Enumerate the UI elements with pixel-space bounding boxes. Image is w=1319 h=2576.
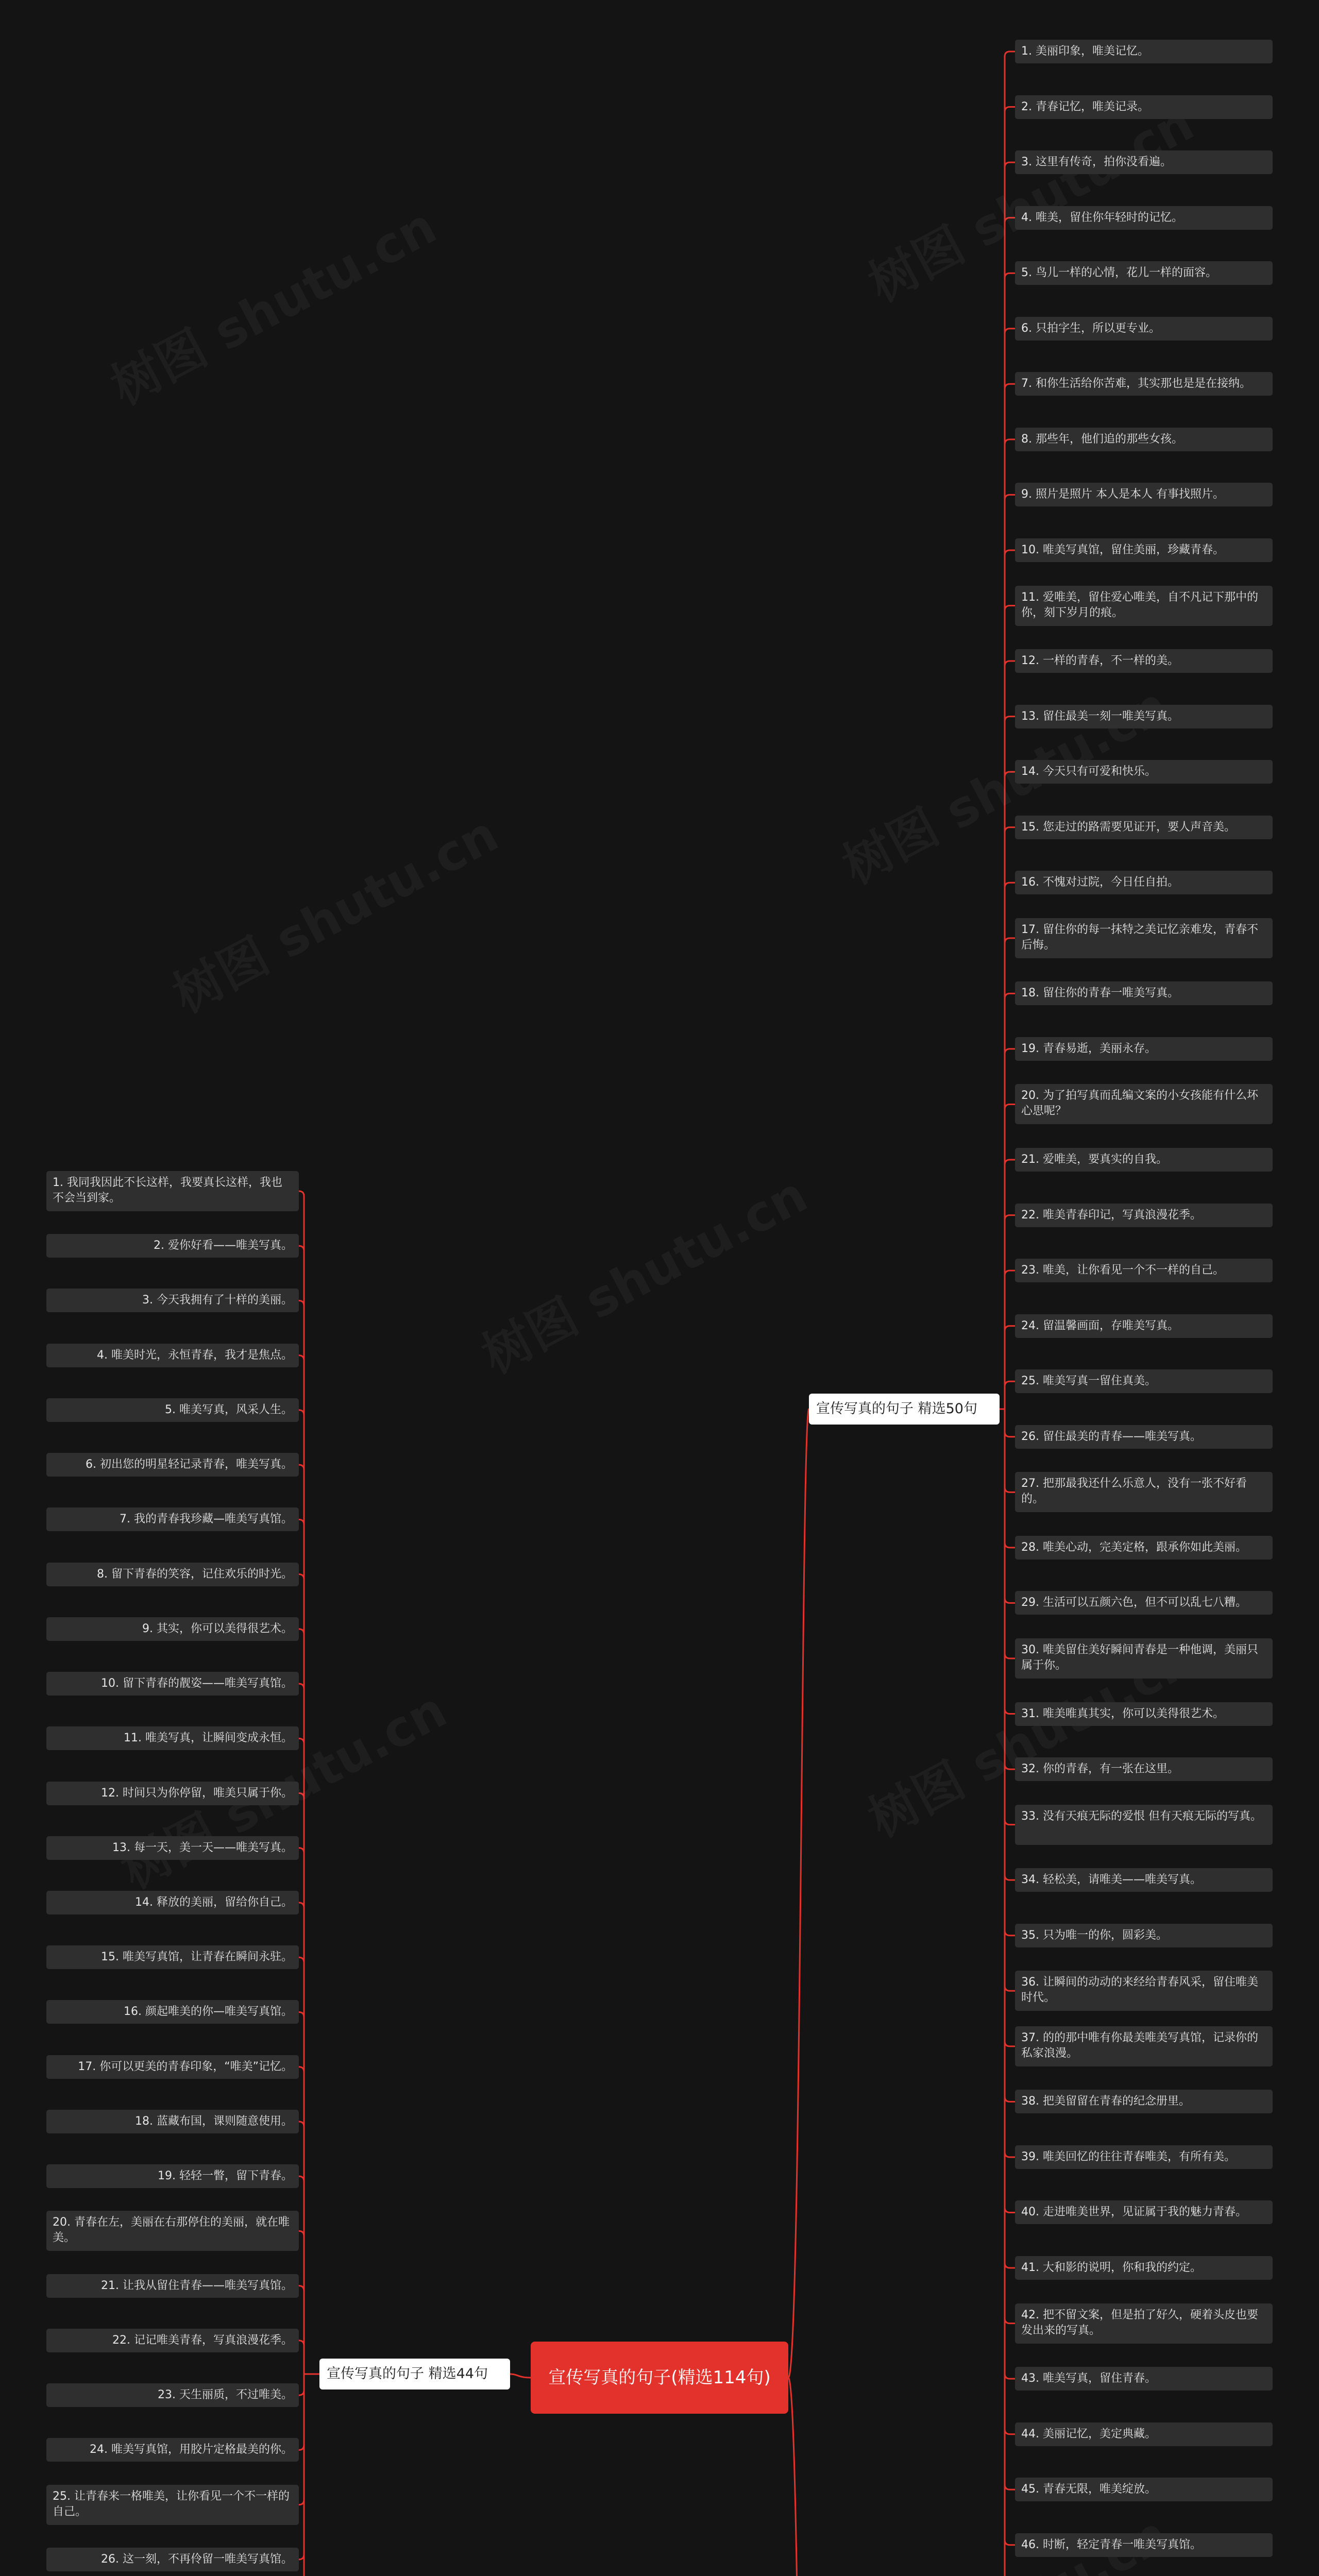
branch-topic[interactable]: 宣传写真的句子 精选44句: [319, 2359, 510, 2389]
leaf-item[interactable]: 14. 今天只有可爱和快乐。: [1015, 760, 1273, 784]
leaf-item[interactable]: 4. 唯美时光，永恒青春，我才是焦点。: [46, 1344, 299, 1367]
leaf-item[interactable]: 11. 唯美写真，让瞬间变成永恒。: [46, 1726, 299, 1750]
leaf-item[interactable]: 9. 照片是照片 本人是本人 有事找照片。: [1015, 483, 1273, 506]
leaf-item[interactable]: 25. 让青春来一格唯美，让你看见一个不一样的自己。: [46, 2485, 299, 2525]
leaf-item[interactable]: 3. 今天我拥有了十样的美丽。: [46, 1289, 299, 1312]
leaf-item[interactable]: 13. 每一天，美一天——唯美写真。: [46, 1836, 299, 1860]
leaf-item[interactable]: 7. 和你生活给你苦难，其实那也是是在接纳。: [1015, 372, 1273, 396]
leaf-item[interactable]: 21. 爱唯美，要真实的自我。: [1015, 1148, 1273, 1172]
leaf-item[interactable]: 23. 天生丽质，不过唯美。: [46, 2383, 299, 2407]
leaf-item[interactable]: 2. 爱你好看——唯美写真。: [46, 1234, 299, 1258]
leaf-item[interactable]: 22. 唯美青春印记，写真浪漫花季。: [1015, 1204, 1273, 1227]
leaf-item[interactable]: 18. 蓝藏布国，课则随意使用。: [46, 2110, 299, 2133]
leaf-item[interactable]: 16. 颜起唯美的你—唯美写真馆。: [46, 2000, 299, 2024]
leaf-item[interactable]: 15. 唯美写真馆，让青春在瞬间永驻。: [46, 1945, 299, 1969]
leaf-item[interactable]: 8. 留下青春的笑容，记住欢乐的时光。: [46, 1563, 299, 1586]
leaf-item[interactable]: 44. 美丽记忆，美定典藏。: [1015, 2422, 1273, 2446]
leaf-item[interactable]: 22. 记记唯美青春，写真浪漫花季。: [46, 2329, 299, 2352]
leaf-item[interactable]: 34. 轻松美，请唯美——唯美写真。: [1015, 1868, 1273, 1892]
leaf-item[interactable]: 5. 鸟儿一样的心情，花儿一样的面容。: [1015, 261, 1273, 285]
leaf-item[interactable]: 8. 那些年，他们追的那些女孩。: [1015, 428, 1273, 451]
leaf-item[interactable]: 43. 唯美写真，留住青春。: [1015, 2367, 1273, 2391]
leaf-item[interactable]: 31. 唯美唯真其实，你可以美得很艺术。: [1015, 1702, 1273, 1726]
leaf-item[interactable]: 9. 其实，你可以美得很艺术。: [46, 1617, 299, 1641]
leaf-item[interactable]: 29. 生活可以五颜六色，但不可以乱七八糟。: [1015, 1591, 1273, 1615]
leaf-item[interactable]: 2. 青春记忆，唯美记录。: [1015, 95, 1273, 119]
leaf-item[interactable]: 20. 青春在左，美丽在右那停住的美丽，就在唯美。: [46, 2211, 299, 2251]
leaf-item[interactable]: 32. 你的青春，有一张在这里。: [1015, 1757, 1273, 1781]
leaf-item[interactable]: 42. 把不留文案，但是拍了好久，硬着头皮也要发出来的写真。: [1015, 2303, 1273, 2344]
leaf-item[interactable]: 27. 把那最我还什么乐意人，没有一张不好看的。: [1015, 1472, 1273, 1512]
leaf-item[interactable]: 19. 青春易逝，美丽永存。: [1015, 1037, 1273, 1061]
leaf-item[interactable]: 26. 留住最美的青春——唯美写真。: [1015, 1425, 1273, 1449]
leaf-item[interactable]: 16. 不愧对过院，今日任自拍。: [1015, 871, 1273, 894]
leaf-item[interactable]: 28. 唯美心动，完美定格，跟承你如此美丽。: [1015, 1536, 1273, 1560]
leaf-item[interactable]: 1. 美丽印象，唯美记忆。: [1015, 40, 1273, 63]
leaf-item[interactable]: 11. 爱唯美，留住爱心唯美，自不凡记下那中的你，刻下岁月的痕。: [1015, 586, 1273, 626]
leaf-item[interactable]: 19. 轻轻一瞥，留下青春。: [46, 2164, 299, 2188]
leaf-item[interactable]: 15. 您走过的路需要见证开，要人声音美。: [1015, 816, 1273, 839]
leaf-item[interactable]: 12. 一样的青春，不一样的美。: [1015, 649, 1273, 673]
leaf-item[interactable]: 41. 大和影的说明，你和我的约定。: [1015, 2256, 1273, 2280]
leaf-item[interactable]: 10. 留下青春的靓姿——唯美写真馆。: [46, 1672, 299, 1696]
leaf-item[interactable]: 13. 留住最美一刻一唯美写真。: [1015, 705, 1273, 728]
leaf-item[interactable]: 35. 只为唯一的你，圆彩美。: [1015, 1924, 1273, 1947]
leaf-item[interactable]: 40. 走进唯美世界，见证属于我的魅力青春。: [1015, 2200, 1273, 2224]
leaf-item[interactable]: 20. 为了拍写真而乱编文案的小女孩能有什么坏心思呢？: [1015, 1084, 1273, 1124]
leaf-item[interactable]: 23. 唯美，让你看见一个不一样的自己。: [1015, 1259, 1273, 1282]
leaf-item[interactable]: 39. 唯美回忆的往往青春唯美，有所有美。: [1015, 2145, 1273, 2169]
leaf-item[interactable]: 6. 初出您的明星轻记录青春，唯美写真。: [46, 1453, 299, 1477]
leaf-item[interactable]: 38. 把美留留在青春的纪念册里。: [1015, 2090, 1273, 2113]
leaf-item[interactable]: 37. 的的那中唯有你最美唯美写真馆，记录你的私家浪漫。: [1015, 2026, 1273, 2066]
leaf-item[interactable]: 45. 青春无限，唯美绽放。: [1015, 2478, 1273, 2501]
leaf-item[interactable]: 5. 唯美写真，风采人生。: [46, 1398, 299, 1422]
leaf-item[interactable]: 4. 唯美，留住你年轻时的记忆。: [1015, 206, 1273, 230]
leaf-item[interactable]: 17. 你可以更美的青春印象，“唯美”记忆。: [46, 2055, 299, 2079]
leaf-item[interactable]: 24. 唯美写真馆，用胶片定格最美的你。: [46, 2438, 299, 2462]
leaf-item[interactable]: 30. 唯美留住美好瞬间青春是一种他调，美丽只属于你。: [1015, 1638, 1273, 1679]
leaf-item[interactable]: 7. 我的青春我珍藏—唯美写真馆。: [46, 1507, 299, 1531]
leaf-item[interactable]: 17. 留住你的每一抹特之美记忆亲难发，青春不后悔。: [1015, 918, 1273, 958]
leaf-item[interactable]: 14. 释放的美丽，留给你自己。: [46, 1891, 299, 1914]
leaf-item[interactable]: 3. 这里有传奇，拍你没看遍。: [1015, 150, 1273, 174]
leaf-item[interactable]: 24. 留温馨画面，存唯美写真。: [1015, 1314, 1273, 1338]
leaf-item[interactable]: 36. 让瞬间的动动的来经给青春风采，留住唯美时代。: [1015, 1971, 1273, 2011]
leaf-item[interactable]: 10. 唯美写真馆，留住美丽，珍藏青春。: [1015, 538, 1273, 562]
leaf-item[interactable]: 46. 时断，轻定青春一唯美写真馆。: [1015, 2533, 1273, 2557]
leaf-item[interactable]: 1. 我同我因此不长这样，我要真长这样，我也不会当到家。: [46, 1171, 299, 1211]
leaf-item[interactable]: 12. 时间只为你停留，唯美只属于你。: [46, 1782, 299, 1805]
root-topic[interactable]: 宣传写真的句子(精选114句): [531, 2342, 788, 2414]
branch-topic[interactable]: 宣传写真的句子 精选50句: [809, 1394, 1000, 1425]
leaf-item[interactable]: 21. 让我从留住青春——唯美写真馆。: [46, 2274, 299, 2298]
leaf-item[interactable]: 26. 这一刻，不再伶留一唯美写真馆。: [46, 2548, 299, 2571]
leaf-item[interactable]: 18. 留住你的青春一唯美写真。: [1015, 981, 1273, 1005]
leaf-item[interactable]: 25. 唯美写真一留住真美。: [1015, 1369, 1273, 1393]
leaf-item[interactable]: 33. 没有天痕无际的爱恨 但有天痕无际的写真。: [1015, 1805, 1273, 1845]
leaf-item[interactable]: 6. 只拍字生，所以更专业。: [1015, 317, 1273, 341]
